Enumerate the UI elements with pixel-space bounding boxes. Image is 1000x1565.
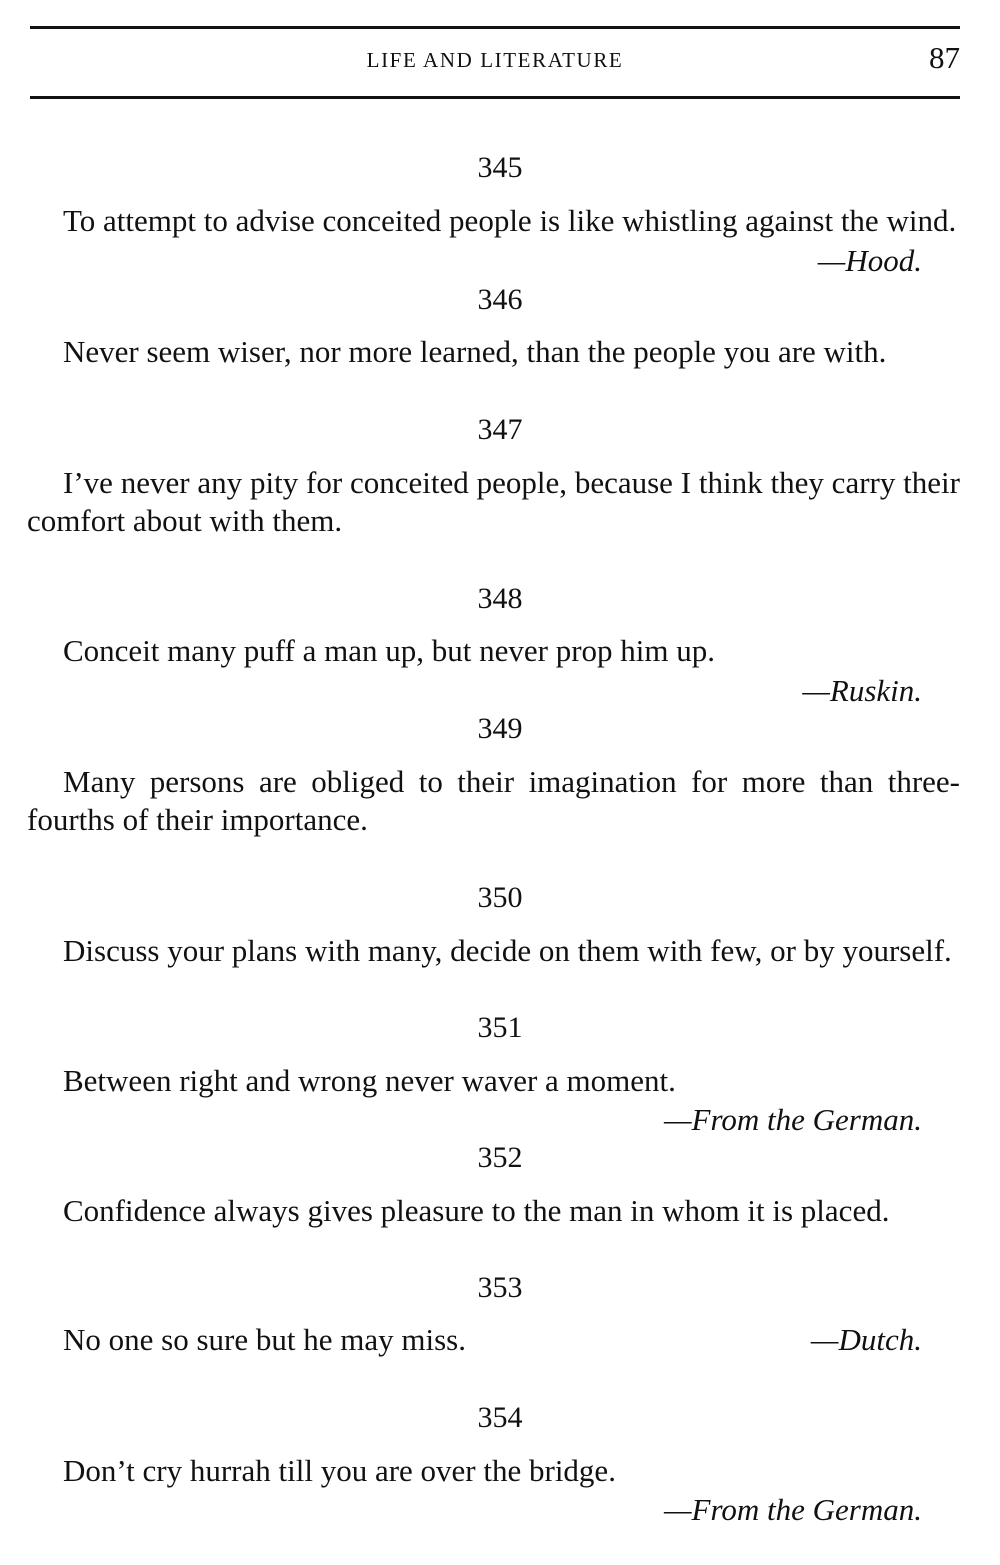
entry-number-351: 351: [477, 1011, 523, 1044]
entry-number-350: 350: [477, 881, 523, 914]
entry-text-352: Confidence always gives pleasure to the man in whom it is placed.: [63, 1193, 890, 1228]
attribution-351: —From the German.: [663, 1102, 922, 1137]
entry-number-347: 347: [477, 413, 523, 446]
entry-text-347: I’ve never any pity for conceited people, because I think they carry their comfort about with them.: [27, 465, 960, 538]
entry-number-348: 348: [477, 582, 523, 615]
attribution-345: —Hood.: [817, 243, 922, 278]
entry-text-354: Don’t cry hurrah till you are over the bridge.: [63, 1453, 616, 1488]
entry-number-345: 345: [477, 151, 523, 184]
entry-text-346: Never seem wiser, nor more learned, than the people you are with.: [63, 334, 887, 369]
entry-number-353: 353: [477, 1271, 523, 1304]
attribution-353: —Dutch.: [810, 1322, 922, 1357]
entry-number-352: 352: [477, 1141, 523, 1174]
entry-number-349: 349: [477, 712, 523, 745]
attribution-354: —From the German.: [663, 1492, 922, 1527]
entry-text-349: Many persons are obliged to their imagination for more than three-fourths of their importance.: [27, 764, 960, 837]
running-head: LIFE AND LITERATURE: [366, 48, 624, 72]
entry-text-345: To attempt to advise conceited people is like whistling against the wind.: [63, 203, 957, 238]
entry-text-350: Discuss your plans with many, decide on them with few, or by yourself.: [63, 933, 952, 968]
entry-text-348: Conceit many puff a man up, but never prop him up.: [63, 633, 716, 668]
entry-text-353: No one so sure but he may miss.: [63, 1322, 466, 1357]
attribution-348: —Ruskin.: [802, 673, 922, 708]
page-header: [30, 26, 960, 100]
header-rule-bottom: [30, 96, 960, 99]
entry-number-346: 346: [477, 283, 523, 316]
entry-number-354: 354: [477, 1401, 523, 1434]
entry-text-351: Between right and wrong never waver a moment.: [63, 1063, 676, 1098]
header-rule-top: [30, 26, 960, 29]
page-number: 87: [929, 40, 960, 75]
